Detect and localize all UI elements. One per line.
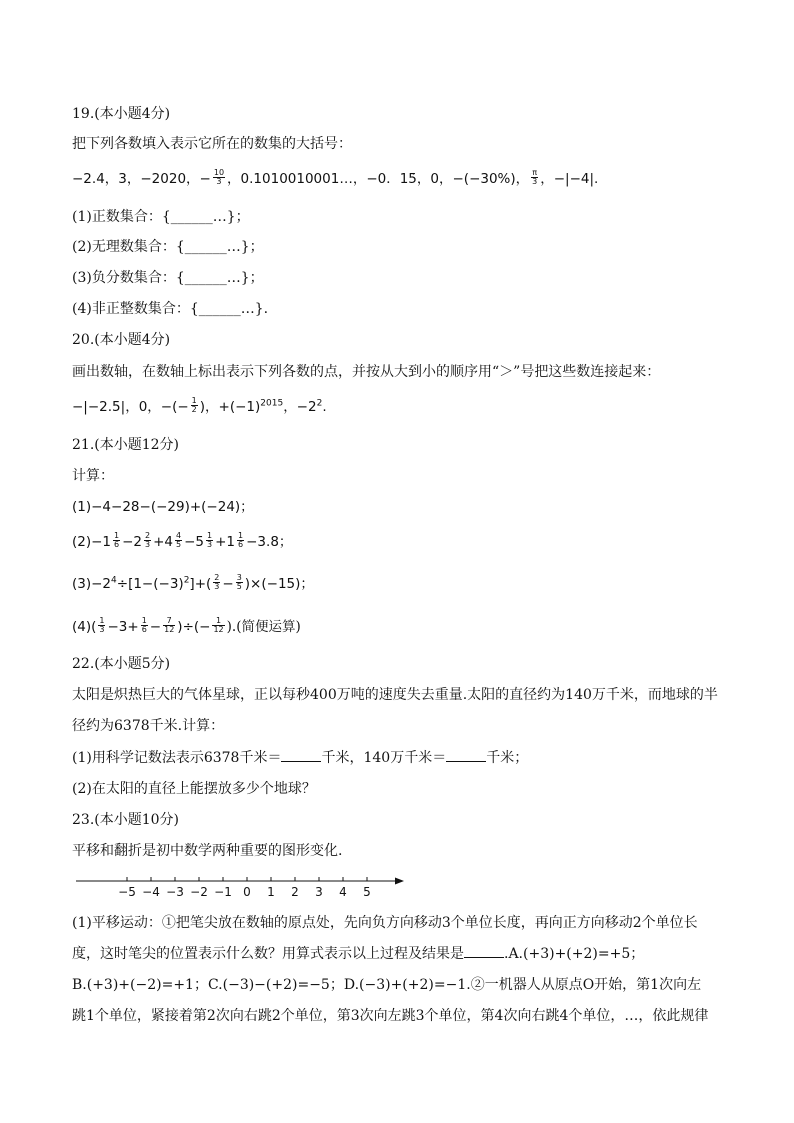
q22-part-2: (2)在太阳的直径上能摆放多少个地球？ <box>72 781 316 797</box>
axis-tick-label: −5 <box>118 885 136 899</box>
q20-header: 20.(本小题4分) <box>72 332 171 348</box>
fraction-1-2: $\frac{1}{2}$ <box>191 395 197 414</box>
q19-part-4: (4)非正整数集合：{______…}. <box>72 301 269 317</box>
q23-header: 23.(本小题10分) <box>72 812 180 828</box>
axis-tick-label: 2 <box>291 885 299 899</box>
q23-line-1: (1)平移运动：①把笔尖放在数轴的原点处，先向负方向移动3个单位长度，再向正方向移动2个单位长 <box>72 915 698 931</box>
q21-part-2: (2)−1 $\frac{1}{6}$ −2 $\frac{2}{3}$ +4 $\frac{4}{5}$ −5 $\frac{1}{3}$ +1 $\frac{1}{6}$ −3.8； <box>72 530 293 550</box>
axis-tick-label: −3 <box>166 885 184 899</box>
q21-part-1: (1)−4−28−(−29)+(−24)； <box>72 499 254 515</box>
q19-numbers-c: ，−|−4|. <box>540 171 599 187</box>
axis-tick-label: 5 <box>363 885 371 899</box>
q19-numbers-a: −2.4，3，−2020，− <box>72 171 211 187</box>
axis-tick-label: 3 <box>315 885 323 899</box>
q23-line-3: B.(+3)+(−2)=+1；C.(−3)−(+2)=−5；D.(−3)+(+2)=−1.②一机器人从原点O开始，第1次向左 <box>72 977 702 993</box>
q22-line-2: 径约为6378千米.计算： <box>72 718 225 734</box>
q19-numbers <box>72 169 598 189</box>
axis-tick-label: 0 <box>243 885 251 899</box>
q19-prompt: 把下列各数填入表示它所在的数集的大括号： <box>72 136 352 152</box>
axis-tick-label: −1 <box>214 885 232 899</box>
q21-prompt: 计算： <box>72 468 114 484</box>
q20-expression: −|−2.5|，0，−(− $\frac{1}{2}$ )，$+(-1)^{2015}$，$-2^2$. <box>72 395 327 415</box>
q23-line-4: 跳1个单位，紧接着第2次向右跳2个单位，第3次向左跳3个单位，第4次向右跳4个单位，…，依此规律 <box>72 1008 709 1024</box>
axis-tick-label: −4 <box>142 885 160 899</box>
fraction-10-3: $\frac{10}{3}$ <box>213 167 225 186</box>
q21-header: 21.(本小题12分) <box>72 437 180 453</box>
number-line <box>72 872 412 900</box>
axis-ticks <box>118 877 371 899</box>
q20-prompt: 画出数轴，在数轴上标出表示下列各数的点，并按从大到小的顺序用“＞”号把这些数连接起来： <box>72 364 661 380</box>
q19-part-2: (2)无理数集合：{______…}； <box>72 239 264 255</box>
q22-header: 22.(本小题5分) <box>72 656 171 672</box>
q22-part-1: (1)用科学记数法表示6378千米＝ 千米，140万千米＝ 千米； <box>72 750 529 766</box>
q23-prompt: 平移和翻折是初中数学两种重要的图形变化. <box>72 843 343 859</box>
q22-line-1: 太阳是炽热巨大的气体星球，正以每秒400万吨的速度失去重量.太阳的直径约为140万千米，而地球的半 <box>72 687 718 703</box>
q19-part-1: (1)正数集合：{______…}； <box>72 209 250 225</box>
q21-part-3: $(3)-2^4\div[1-(-3)^2]+$( $\frac{2}{3}$ − $\frac{3}{5}$ )×(−15)； <box>72 572 314 592</box>
axis-tick-label: 4 <box>339 885 347 899</box>
axis-tick-label: 1 <box>267 885 275 899</box>
q23-line-2: 度，这时笔尖的位置表示什么数？用算式表示以上过程及结果是 .A.(+3)+(+2)=+5； <box>72 946 645 962</box>
q19-numbers-b: ，0.1010010001…，−0．15̇，0，−(−30%)， <box>227 171 530 187</box>
fraction-pi-3: $\frac{\pi}{3}$ <box>532 167 538 186</box>
axis-tick-label: −2 <box>190 885 208 899</box>
q19-header: 19.(本小题4分) <box>72 106 171 122</box>
q21-part-4: (4)( $\frac{1}{3}$ −3+ $\frac{1}{6}$ − $\frac{7}{12}$ )÷(− $\frac{1}{12}$ ).(简便运算) <box>72 615 301 635</box>
answer-blank <box>446 749 486 762</box>
answer-blank <box>464 945 504 958</box>
arrow-right-icon <box>395 878 404 885</box>
answer-blank <box>281 749 321 762</box>
q19-part-3: (3)负分数集合：{______…}； <box>72 270 264 286</box>
